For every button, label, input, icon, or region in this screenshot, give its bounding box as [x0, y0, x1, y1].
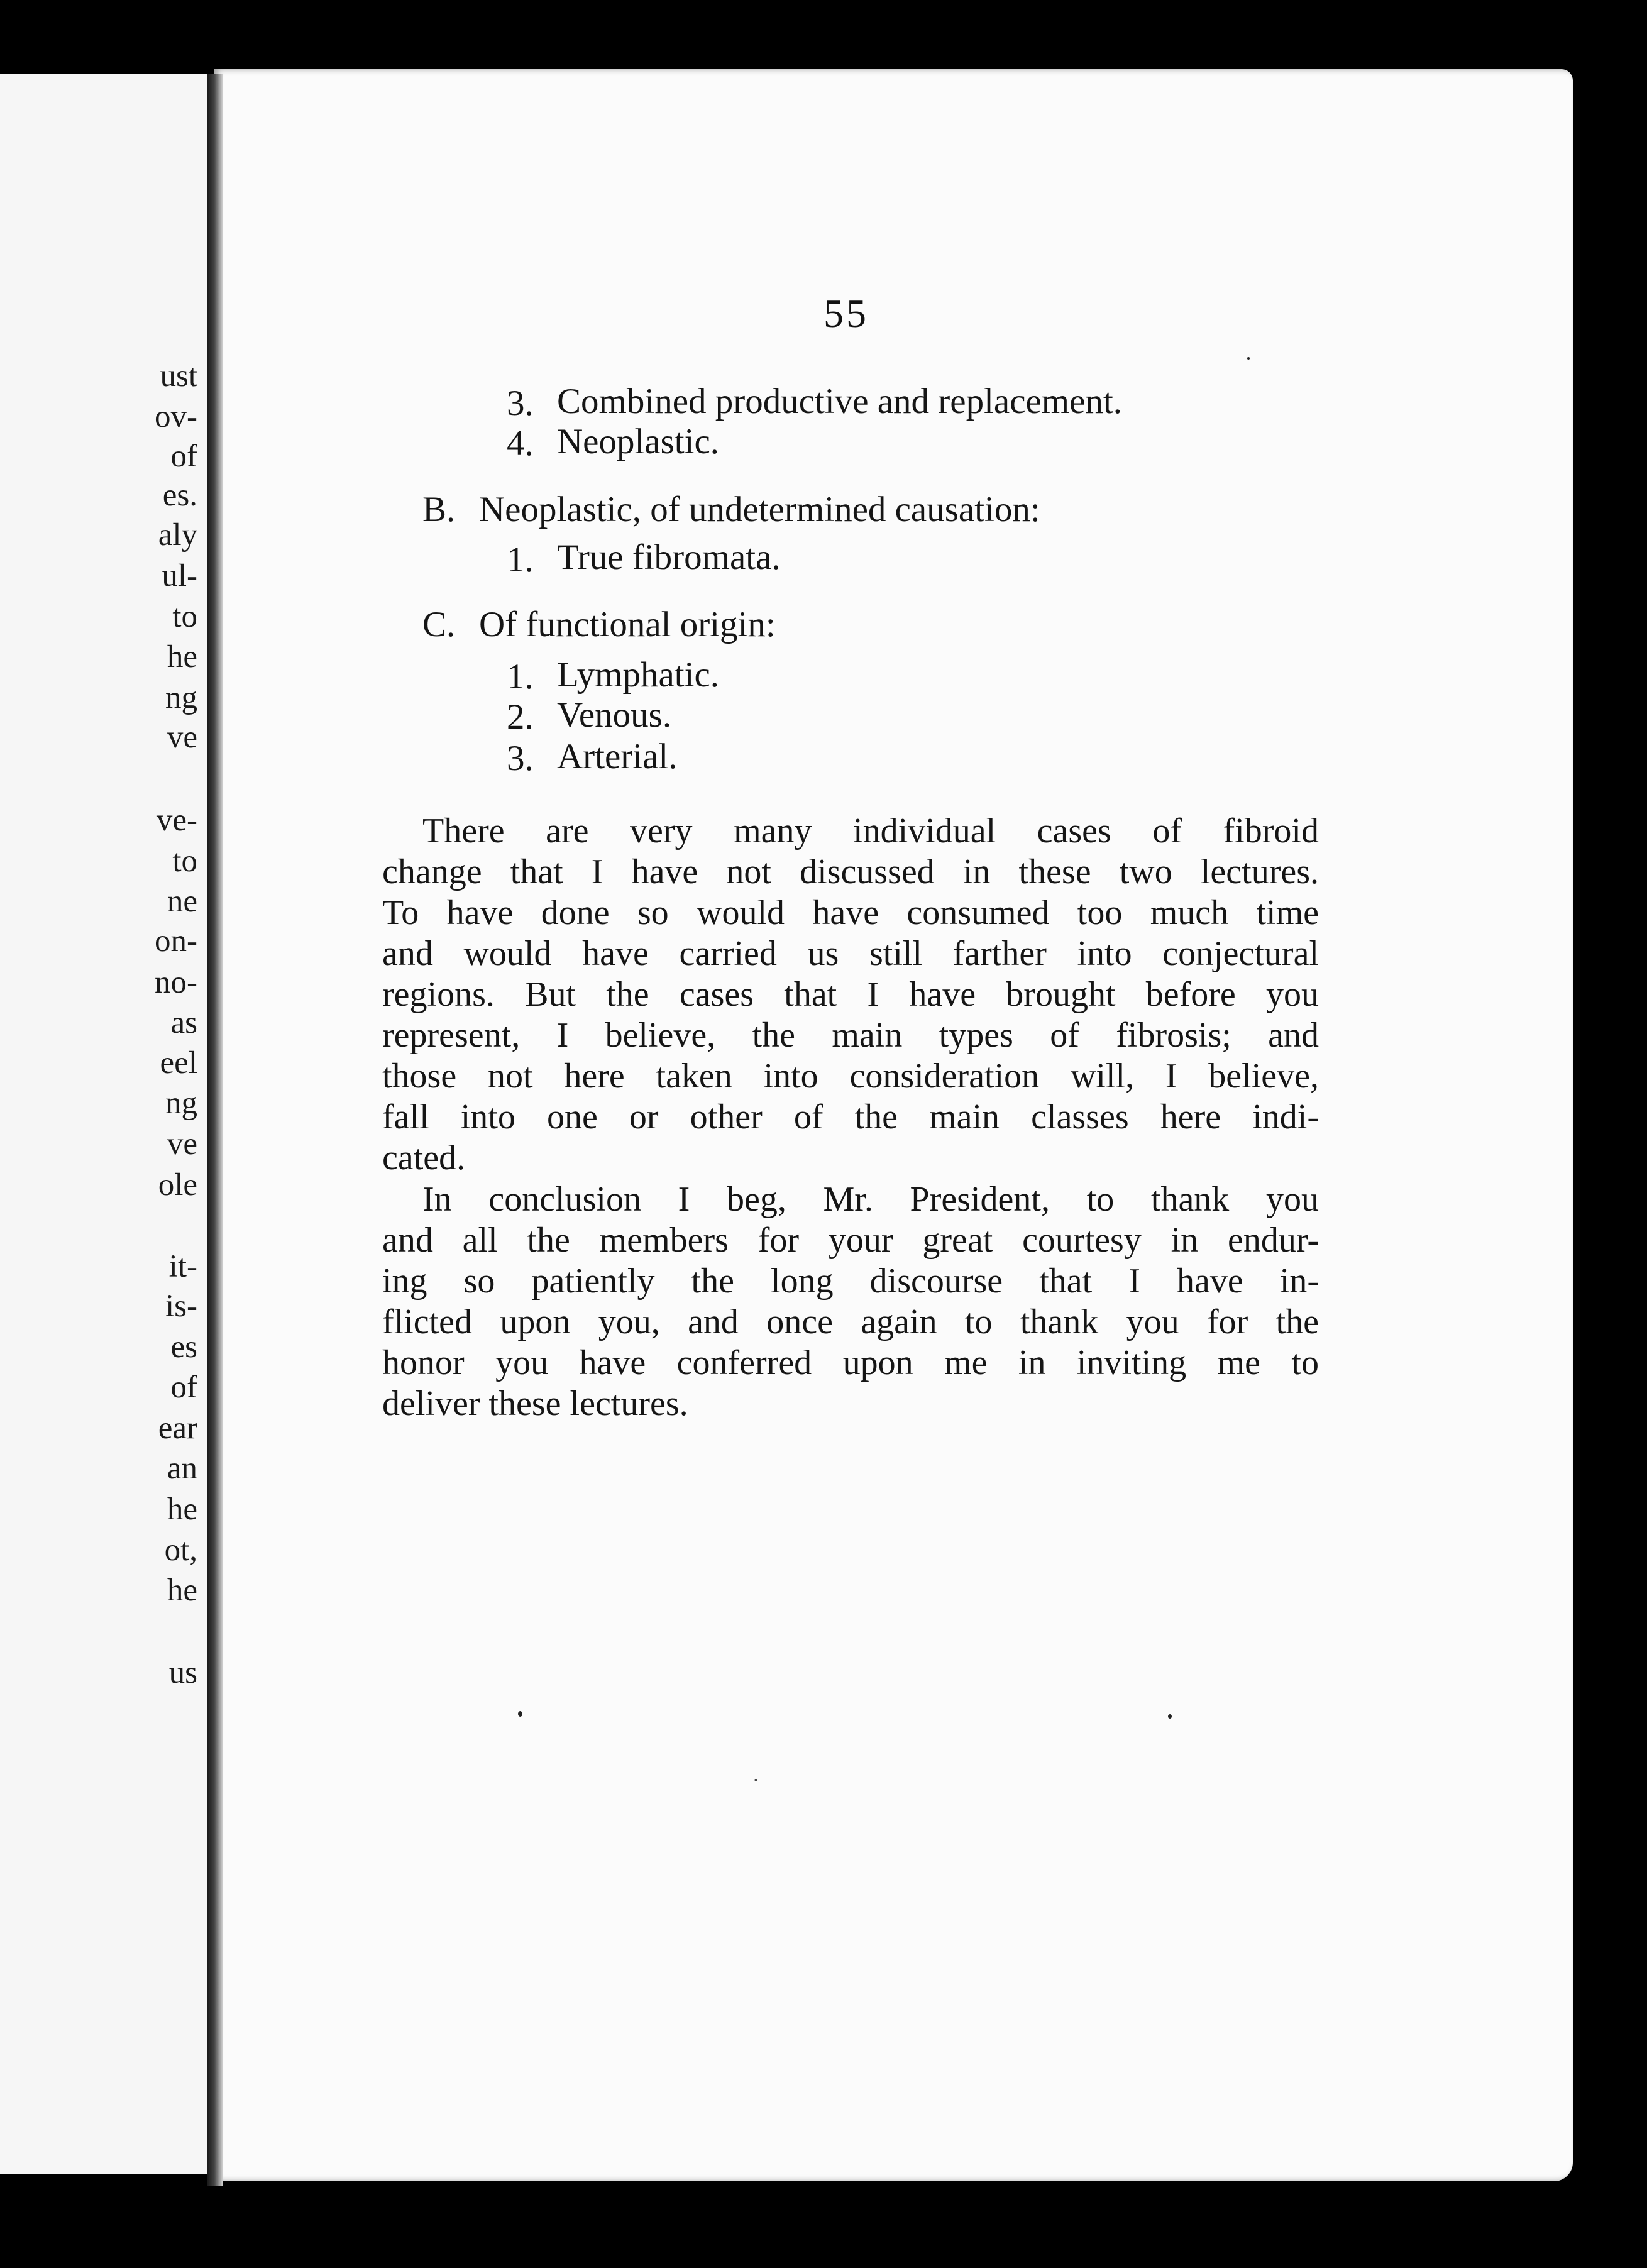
previous-page-fragment: ul-	[162, 558, 197, 593]
outline-item-number: 3.	[507, 739, 534, 778]
previous-page-fragment: es	[170, 1329, 197, 1365]
paragraph-line: There are very many individual cases of fibroid	[422, 812, 1319, 851]
paragraph-line: In conclusion I beg, Mr. President, to thank you	[422, 1180, 1319, 1219]
section-letter: C.	[422, 605, 456, 644]
previous-page-fragment: of	[170, 1370, 197, 1405]
previous-page-fragment: ng	[165, 680, 197, 715]
previous-page-fragment: ve	[167, 720, 197, 755]
previous-page-fragment: ne	[167, 884, 197, 919]
previous-page-fragment: eel	[160, 1045, 197, 1081]
scan-speck	[1247, 357, 1250, 360]
outline-item-number: 4.	[507, 424, 534, 463]
previous-page-fragment: ole	[158, 1167, 197, 1203]
paragraph-line: flicted upon you, and once again to thank you for the	[382, 1302, 1319, 1341]
outline-item-text: Lymphatic.	[557, 655, 720, 695]
previous-page-fragment: to	[172, 599, 197, 634]
previous-page-fragment: ot,	[164, 1533, 197, 1568]
previous-page-edge	[0, 74, 211, 2174]
page-number: 55	[824, 291, 869, 336]
previous-page-fragment: of	[170, 439, 197, 474]
paragraph-line: cated.	[382, 1138, 466, 1177]
paragraph-line: deliver these lectures.	[382, 1384, 688, 1423]
section-heading: Neoplastic, of undetermined causation:	[479, 490, 1040, 529]
outline-item-number: 3.	[507, 383, 534, 423]
outline-item-text: Arterial.	[557, 737, 678, 776]
outline-item-number: 2.	[507, 697, 534, 737]
paragraph-line: ing so patiently the long discourse that I have in-	[382, 1262, 1319, 1301]
previous-page-fragment: he	[167, 639, 197, 674]
paragraph-line: To have done so would have consumed too much time	[382, 893, 1319, 932]
previous-page-fragment: ve	[167, 1126, 197, 1162]
previous-page-fragment: ear	[158, 1411, 197, 1446]
previous-page-fragment: no-	[155, 965, 197, 1000]
previous-page-fragment: ust	[160, 358, 197, 394]
outline-item-number: 1.	[507, 540, 534, 580]
outline-item-text: Combined productive and replacement.	[557, 382, 1123, 421]
paragraph-line: honor you have conferred upon me in inviting me to	[382, 1343, 1319, 1382]
paragraph-line: fall into one or other of the main classes here indi-	[382, 1098, 1319, 1137]
scan-speck	[754, 1779, 757, 1781]
book-gutter	[207, 74, 223, 2186]
outline-item-text: Venous.	[557, 695, 672, 735]
previous-page-fragment: it-	[168, 1249, 197, 1284]
previous-page-fragment: ov-	[155, 399, 197, 434]
paragraph-line: and would have carried us still farther into conjectural	[382, 934, 1319, 973]
paragraph-line: represent, I believe, the main types of fibrosis; and	[382, 1016, 1319, 1055]
paragraph-line: change that I have not discussed in these two lectures.	[382, 852, 1319, 891]
paragraph-line: those not here taken into consideration will, I believe,	[382, 1057, 1319, 1096]
outline-item-text: Neoplastic.	[557, 422, 720, 461]
previous-page-fragment: es.	[162, 478, 197, 513]
previous-page-fragment: an	[167, 1451, 197, 1486]
previous-page-fragment: is-	[165, 1289, 197, 1324]
scan-speck	[518, 1711, 522, 1717]
section-letter: B.	[422, 490, 456, 529]
previous-page-fragment: to	[172, 844, 197, 879]
scan-speck	[1168, 1714, 1172, 1719]
previous-page-fragment: us	[168, 1655, 197, 1690]
previous-page-fragment: ve-	[156, 803, 197, 838]
section-heading: Of functional origin:	[479, 605, 776, 644]
previous-page-fragment: ng	[165, 1086, 197, 1121]
paragraph-line: and all the members for your great courtesy in endur-	[382, 1221, 1319, 1260]
previous-page-fragment: he	[167, 1573, 197, 1608]
paragraph-line: regions. But the cases that I have brought before you	[382, 975, 1319, 1014]
previous-page-fragment: aly	[158, 517, 197, 553]
previous-page-fragment: as	[170, 1005, 197, 1040]
outline-item-text: True fibromata.	[557, 537, 781, 577]
previous-page-fragment: on-	[155, 923, 197, 959]
outline-item-number: 1.	[507, 657, 534, 696]
previous-page-fragment: he	[167, 1492, 197, 1527]
